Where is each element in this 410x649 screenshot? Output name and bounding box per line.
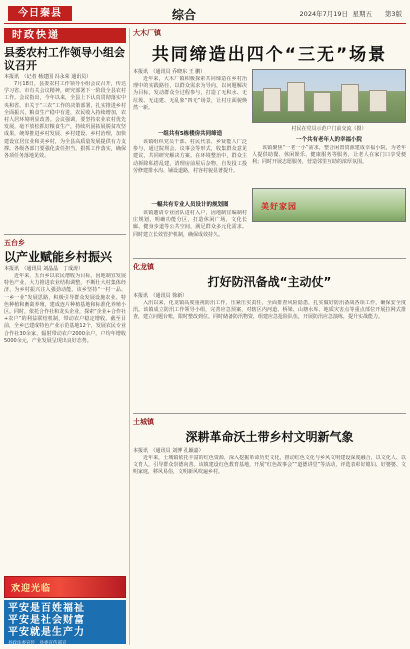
divider <box>4 234 126 235</box>
article-body: 该镇组织党员干部、村民代表、乡贤能人广泛参与，通过院坝会、议事会等形式，收集群众意见建议，共同研究解决方案。在环境整治中，群众主动拆除私搭乱建，清理房前屋后杂物，自发投工投劳修建排水沟、铺设道路，村容村貌显著提升。 <box>133 139 248 174</box>
article-body: 近年来，大木厂镇积极探索共同缔造在乡村治理中的实践路径，以群众需求为导向，以问题解决为目标，发动群众全过程参与，打造了无积水、无垃圾、无违建、无乱象“四无”场景，让村庄面貌焕然一新。 <box>133 76 248 111</box>
article-headline[interactable]: 以产业赋能乡村振兴 <box>4 250 113 264</box>
section-title: 综合 <box>172 8 197 22</box>
article-byline: 本报讯 （通讯员 刘博 孔颖嘉） <box>133 448 204 454</box>
page-header <box>4 4 406 24</box>
slogan-credit: 县政法委宣传 县委宣传部宣 <box>8 641 67 646</box>
article-byline: 本报讯 （通讯员 刘晶晶 丁成涛） <box>4 266 84 272</box>
article-body: 该镇聚焦“一老一小”需求，整合闲置资源建成幸福小院，为老年人提供助餐、休闲娱乐、健康服务等服务，让老人在家门口享受便利；同时开展志愿服务，营造邻里互助的浓厚氛围。 <box>252 145 406 166</box>
article-body: 近年来，土城镇依托丰富的红色资源，深入挖掘革命历史文化，推动红色文化与乡风文明建设深度融合，以文化人、以文育人，引导群众崇德向善。该镇建设红色教育基地，开展“红色故事会”“道德讲堂”等活动，评选表彰好媳妇、好婆婆、文明家庭，移风易俗，文明新风吹遍乡村。 <box>133 455 406 476</box>
slogan-panel <box>4 600 126 644</box>
article-section: 化龙镇 <box>133 263 154 271</box>
photo-image <box>4 576 126 598</box>
article-body: 该镇邀请专业团队进村入户，因地制宜编制村庄规划，明确功能分区，打造休闲广场、文化长廊、健身步道等公共空间，满足群众多元化需求。同时建立长效管护机制，确保成效持久。 <box>133 210 248 238</box>
photo-caption: 村民在党员示范户门前交流（摄） <box>291 126 367 132</box>
article-headline[interactable]: 打好防汛备战“主动仗” <box>207 275 332 289</box>
article-section: 大木厂镇 <box>133 29 161 37</box>
article-section: 土城镇 <box>133 418 154 426</box>
article-columns <box>133 69 406 253</box>
right-column <box>133 28 406 645</box>
column-divider <box>129 28 130 645</box>
article-headline[interactable]: 深耕革命沃土带乡村文明新气象 <box>185 430 354 444</box>
building-shape <box>287 82 305 112</box>
divider <box>133 413 406 414</box>
building-shape <box>263 88 281 112</box>
photo-image <box>252 188 406 222</box>
building-shape <box>313 92 331 112</box>
issue-weekday: 星期五 <box>352 10 372 18</box>
building-shape <box>341 84 359 112</box>
photo-text: 美好家园 <box>261 202 298 211</box>
slogan-line: 平安就是生产力 <box>8 627 85 638</box>
article-subhead: 一组共有5栋楼房共同缔造 <box>157 131 223 137</box>
building-shape <box>369 90 387 112</box>
article-body: 近年来，五台乡以农民增收为目标，因地制宜发展特色产业，大力推进农业结构调整，不断壮大村集体经济，为乡村振兴注入强劲动能。该乡坚持“一村一品、一乡一业”发展思路，积极引导群众发展设施农业、特色种植和畜禽养殖，建成连片种植基地和标准化养殖小区。同时，依托合作社和龙头企业，探索“企业+合作社+农户”的利益联结机制，带动农户稳定增收。截至目前，全乡已建成特色产业示范基地12个，发展农民专业合作社30余家，辐射带动农户2000余户，户均年增收5000余元，产业发展呈现出良好态势。 <box>4 273 126 344</box>
slogan-line: 平安是社会财富 <box>8 615 85 626</box>
article-subhead: 一幅共有专业人员设计的规划图 <box>151 202 229 208</box>
article-byline: 本报讯 （通讯员 徐新） <box>133 293 188 299</box>
article-body: 7月18日，县委农村工作领导小组会议召开，传达学习省、市有关会议精神，研究部署下一阶段全县农村工作。会议指出，今年以来，全县上下认真贯彻落实中央和省、市关于“三农”工作的决策部署，扎实推进乡村全面振兴，粮食生产稳中有进，农民收入持续增加，农村人居环境明显改善。会议强调，要坚持农业农村优先发展，毫不放松抓好粮食生产，持续巩固拓展脱贫攻坚成果，统筹推进乡村发展、乡村建设、乡村治理，加快建设宜居宜业和美乡村，为全县高质量发展提供有力支撑。各级各部门要强化责任担当，狠抓工作落实，确保各项任务落地见效。 <box>4 81 126 160</box>
article-subhead: 一个共有老年人的幸福小院 <box>296 137 363 143</box>
article-byline: 本报讯 （记者 杨建国 冯永荣 通讯员） <box>4 74 92 80</box>
newspaper-logo: 今日秦县 <box>8 6 72 21</box>
article-body: 入汛以来，化龙镇高度重视防汛工作，压紧压实责任，全面排查风险隐患，扎实做好防汛备战各项工作，确保安全度汛。该镇成立防汛工作领导小组，完善应急预案，对辖区内河道、桥梁、山塘水库、地质灾害点等重点部位开展拉网式排查，建立问题台账，限时整改到位。同时储备防汛物资，组建应急抢险队伍，开展防汛应急演练，提升实战能力。 <box>133 300 406 321</box>
article-byline: 本报讯 （通讯员 乔晓东 王 鹏） <box>133 69 206 75</box>
photo-image <box>252 69 406 123</box>
issue-date: 2024年7月19日 <box>299 10 348 18</box>
photo-text: 欢迎光临 <box>11 584 52 594</box>
page-number: 第3版 <box>384 10 402 18</box>
article-headline[interactable]: 县委农村工作领导小组会议召开 <box>4 46 125 72</box>
slogan-line: 平安是百姓福祉 <box>8 603 85 614</box>
news-banner: 时政快递 <box>4 28 126 43</box>
left-column <box>4 28 126 645</box>
article-headline[interactable]: 共同缔造出四个“三无”场景 <box>151 45 388 65</box>
divider <box>133 258 406 259</box>
article-section: 五台乡 <box>4 239 25 247</box>
